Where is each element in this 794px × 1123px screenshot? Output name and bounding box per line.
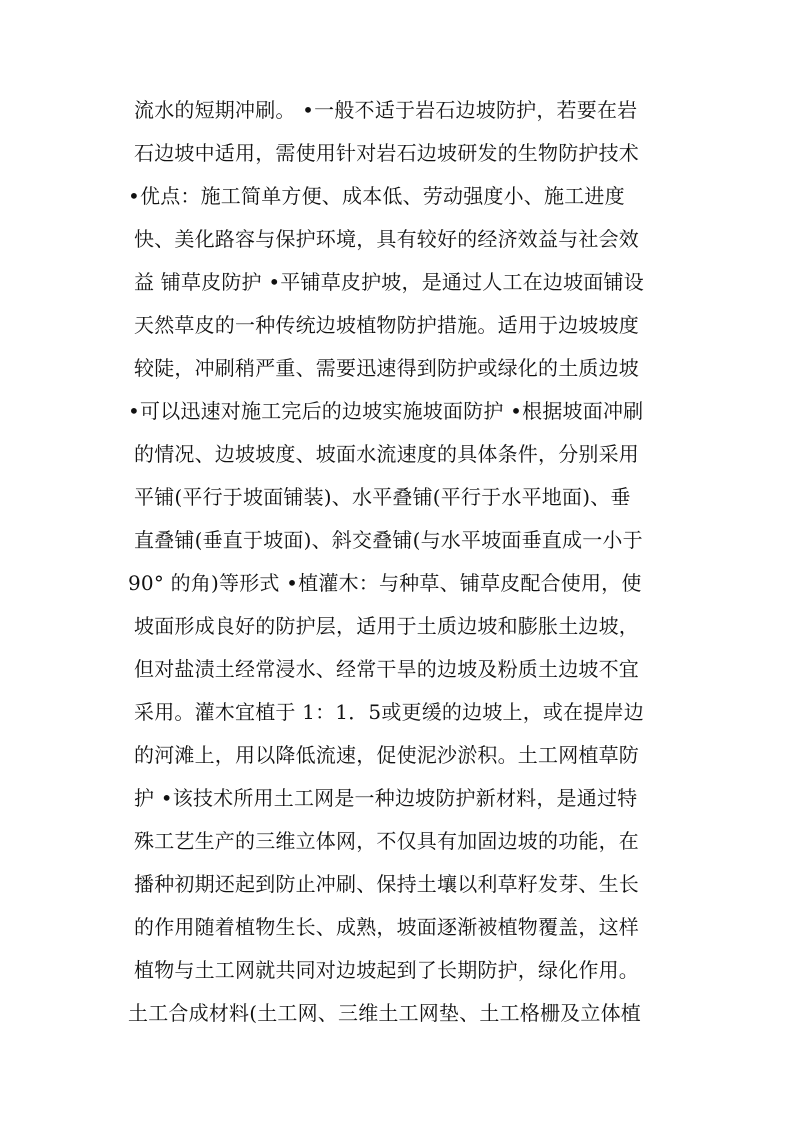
text-line: 采用。灌木宜植于 1：1．5或更缓的边坡上，或在提岸边 (134, 700, 644, 724)
text-line: 的作用随着植物生长、成熟，坡面逐渐被植物覆盖，这样 (134, 915, 639, 939)
text-line: 殊工艺生产的三维立体网，不仅具有加固边坡的功能，在 (134, 829, 639, 853)
text-line: 平铺(平行于坡面铺装)、水平叠铺(平行于水平地面)、垂 (134, 485, 631, 509)
text-line: 但对盐渍土经常浸水、经常干旱的边坡及粉质土边坡不宜 (134, 657, 639, 681)
text-line: 护 •该技术所用土工网是一种边坡防护新材料，是通过特 (134, 786, 638, 810)
text-line: 流水的短期冲刷。 •一般不适于岩石边坡防护，若要在岩 (134, 98, 638, 122)
text-line: 90° 的角)等形式 •植灌木：与种草、铺草皮配合使用，使 (128, 571, 642, 595)
text-line: 植物与土工网就共同对边坡起到了长期防护，绿化作用。 (134, 958, 639, 982)
text-line: 的情况、边坡坡度、坡面水流速度的具体条件，分别采用 (134, 442, 639, 466)
text-line: •可以迅速对施工完后的边坡实施坡面防护 •根据坡面冲刷 (128, 399, 644, 423)
text-line: 播种初期还起到防止冲刷、保持土壤以利草籽发芽、生长 (134, 872, 639, 896)
text-line: 快、美化路容与保护环境，具有较好的经济效益与社会效 (134, 227, 639, 251)
text-line: 的河滩上，用以降低流速，促使泥沙淤积。土工网植草防 (134, 743, 639, 767)
text-line: 石边坡中适用，需使用针对岩石边坡研发的生物防护技术 (134, 141, 639, 165)
text-line: 直叠铺(垂直于坡面)、斜交叠铺(与水平坡面垂直成一小于 (134, 528, 643, 552)
text-line: 土工合成材料(土工网、三维土工网垫、土工格栅及立体植 (128, 1001, 642, 1025)
text-line: 较陡，冲刷稍严重、需要迅速得到防护或绿化的土质边坡 (134, 356, 639, 380)
text-line: 坡面形成良好的防护层，适用于土质边坡和膨胀土边坡， (134, 614, 639, 638)
text-line: •优点：施工简单方便、成本低、劳动强度小、施工进度 (128, 184, 625, 208)
text-line: 天然草皮的一种传统边坡植物防护措施。适用于边坡坡度 (134, 313, 639, 337)
text-line: 益 铺草皮防护 •平铺草皮护坡，是通过人工在边坡面铺设 (134, 270, 644, 294)
